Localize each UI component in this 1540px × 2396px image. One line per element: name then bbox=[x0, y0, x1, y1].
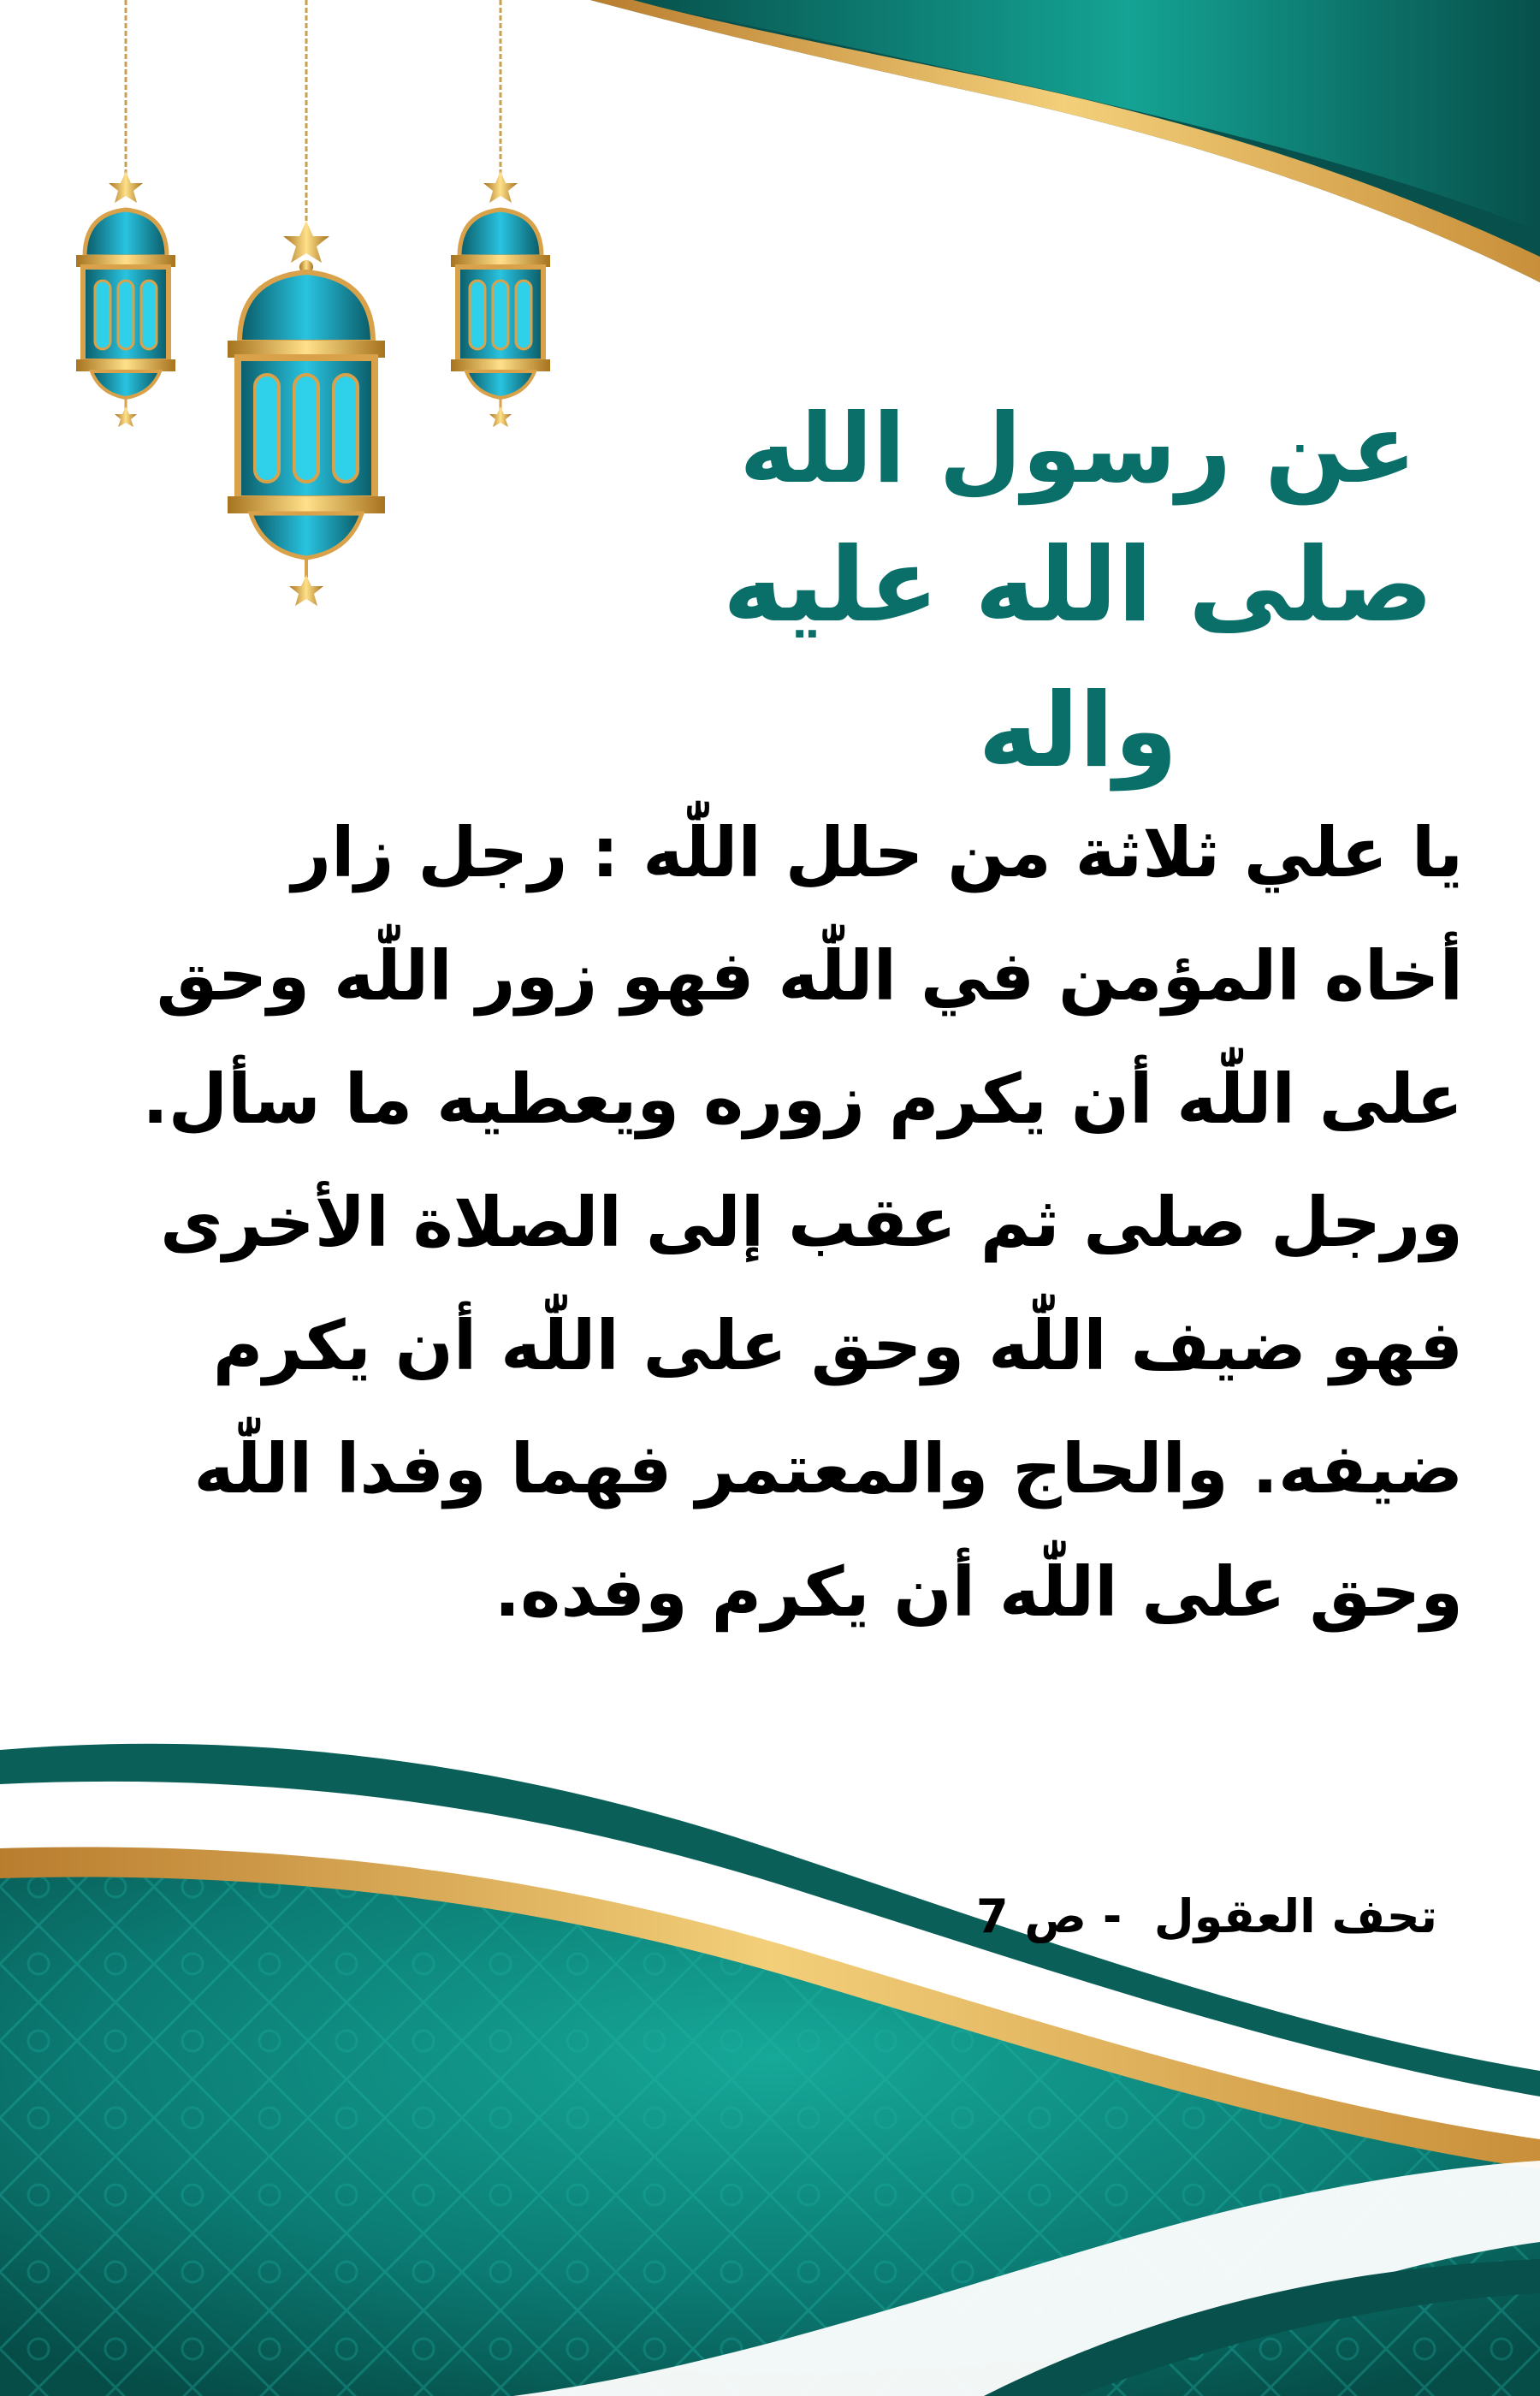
heading bbox=[684, 385, 1472, 804]
top-wave bbox=[590, 0, 1540, 282]
heading-line-1: عن رسول الله bbox=[739, 394, 1417, 505]
bottom-wave bbox=[0, 1744, 1540, 2396]
lanterns bbox=[0, 0, 599, 616]
hadith-line: وحق على اللّٰه أن يكرم وفده. bbox=[494, 1552, 1463, 1632]
hadith-line: ورجل صلى ثم عقب إلى الصلاة الأخرى bbox=[160, 1183, 1463, 1262]
hadith-line: على اللّٰه أن يكرم زوره ويعطيه ما سأل. bbox=[142, 1059, 1463, 1139]
hadith-line: أخاه المؤمن في اللّٰه فهو زور اللّٰه وحق bbox=[156, 936, 1463, 1016]
hadith-line: يا علي ثلاثة من حلل اللّٰه : رجل زار bbox=[292, 813, 1463, 893]
hadith-line: ضيفه. والحاج والمعتمر فهما وفدا اللّٰه bbox=[193, 1429, 1463, 1509]
lantern-icon bbox=[76, 0, 175, 427]
hadith-text bbox=[103, 792, 1463, 1654]
hadith-line: فهو ضيف اللّٰه وحق على اللّٰه أن يكرم bbox=[212, 1306, 1463, 1385]
lantern-icon bbox=[451, 0, 550, 427]
lantern-icon bbox=[228, 0, 385, 606]
heading-line-2: صلى الله عليه واله bbox=[722, 526, 1434, 791]
source-citation: تحف العقول - ص 7 bbox=[976, 1889, 1437, 1943]
